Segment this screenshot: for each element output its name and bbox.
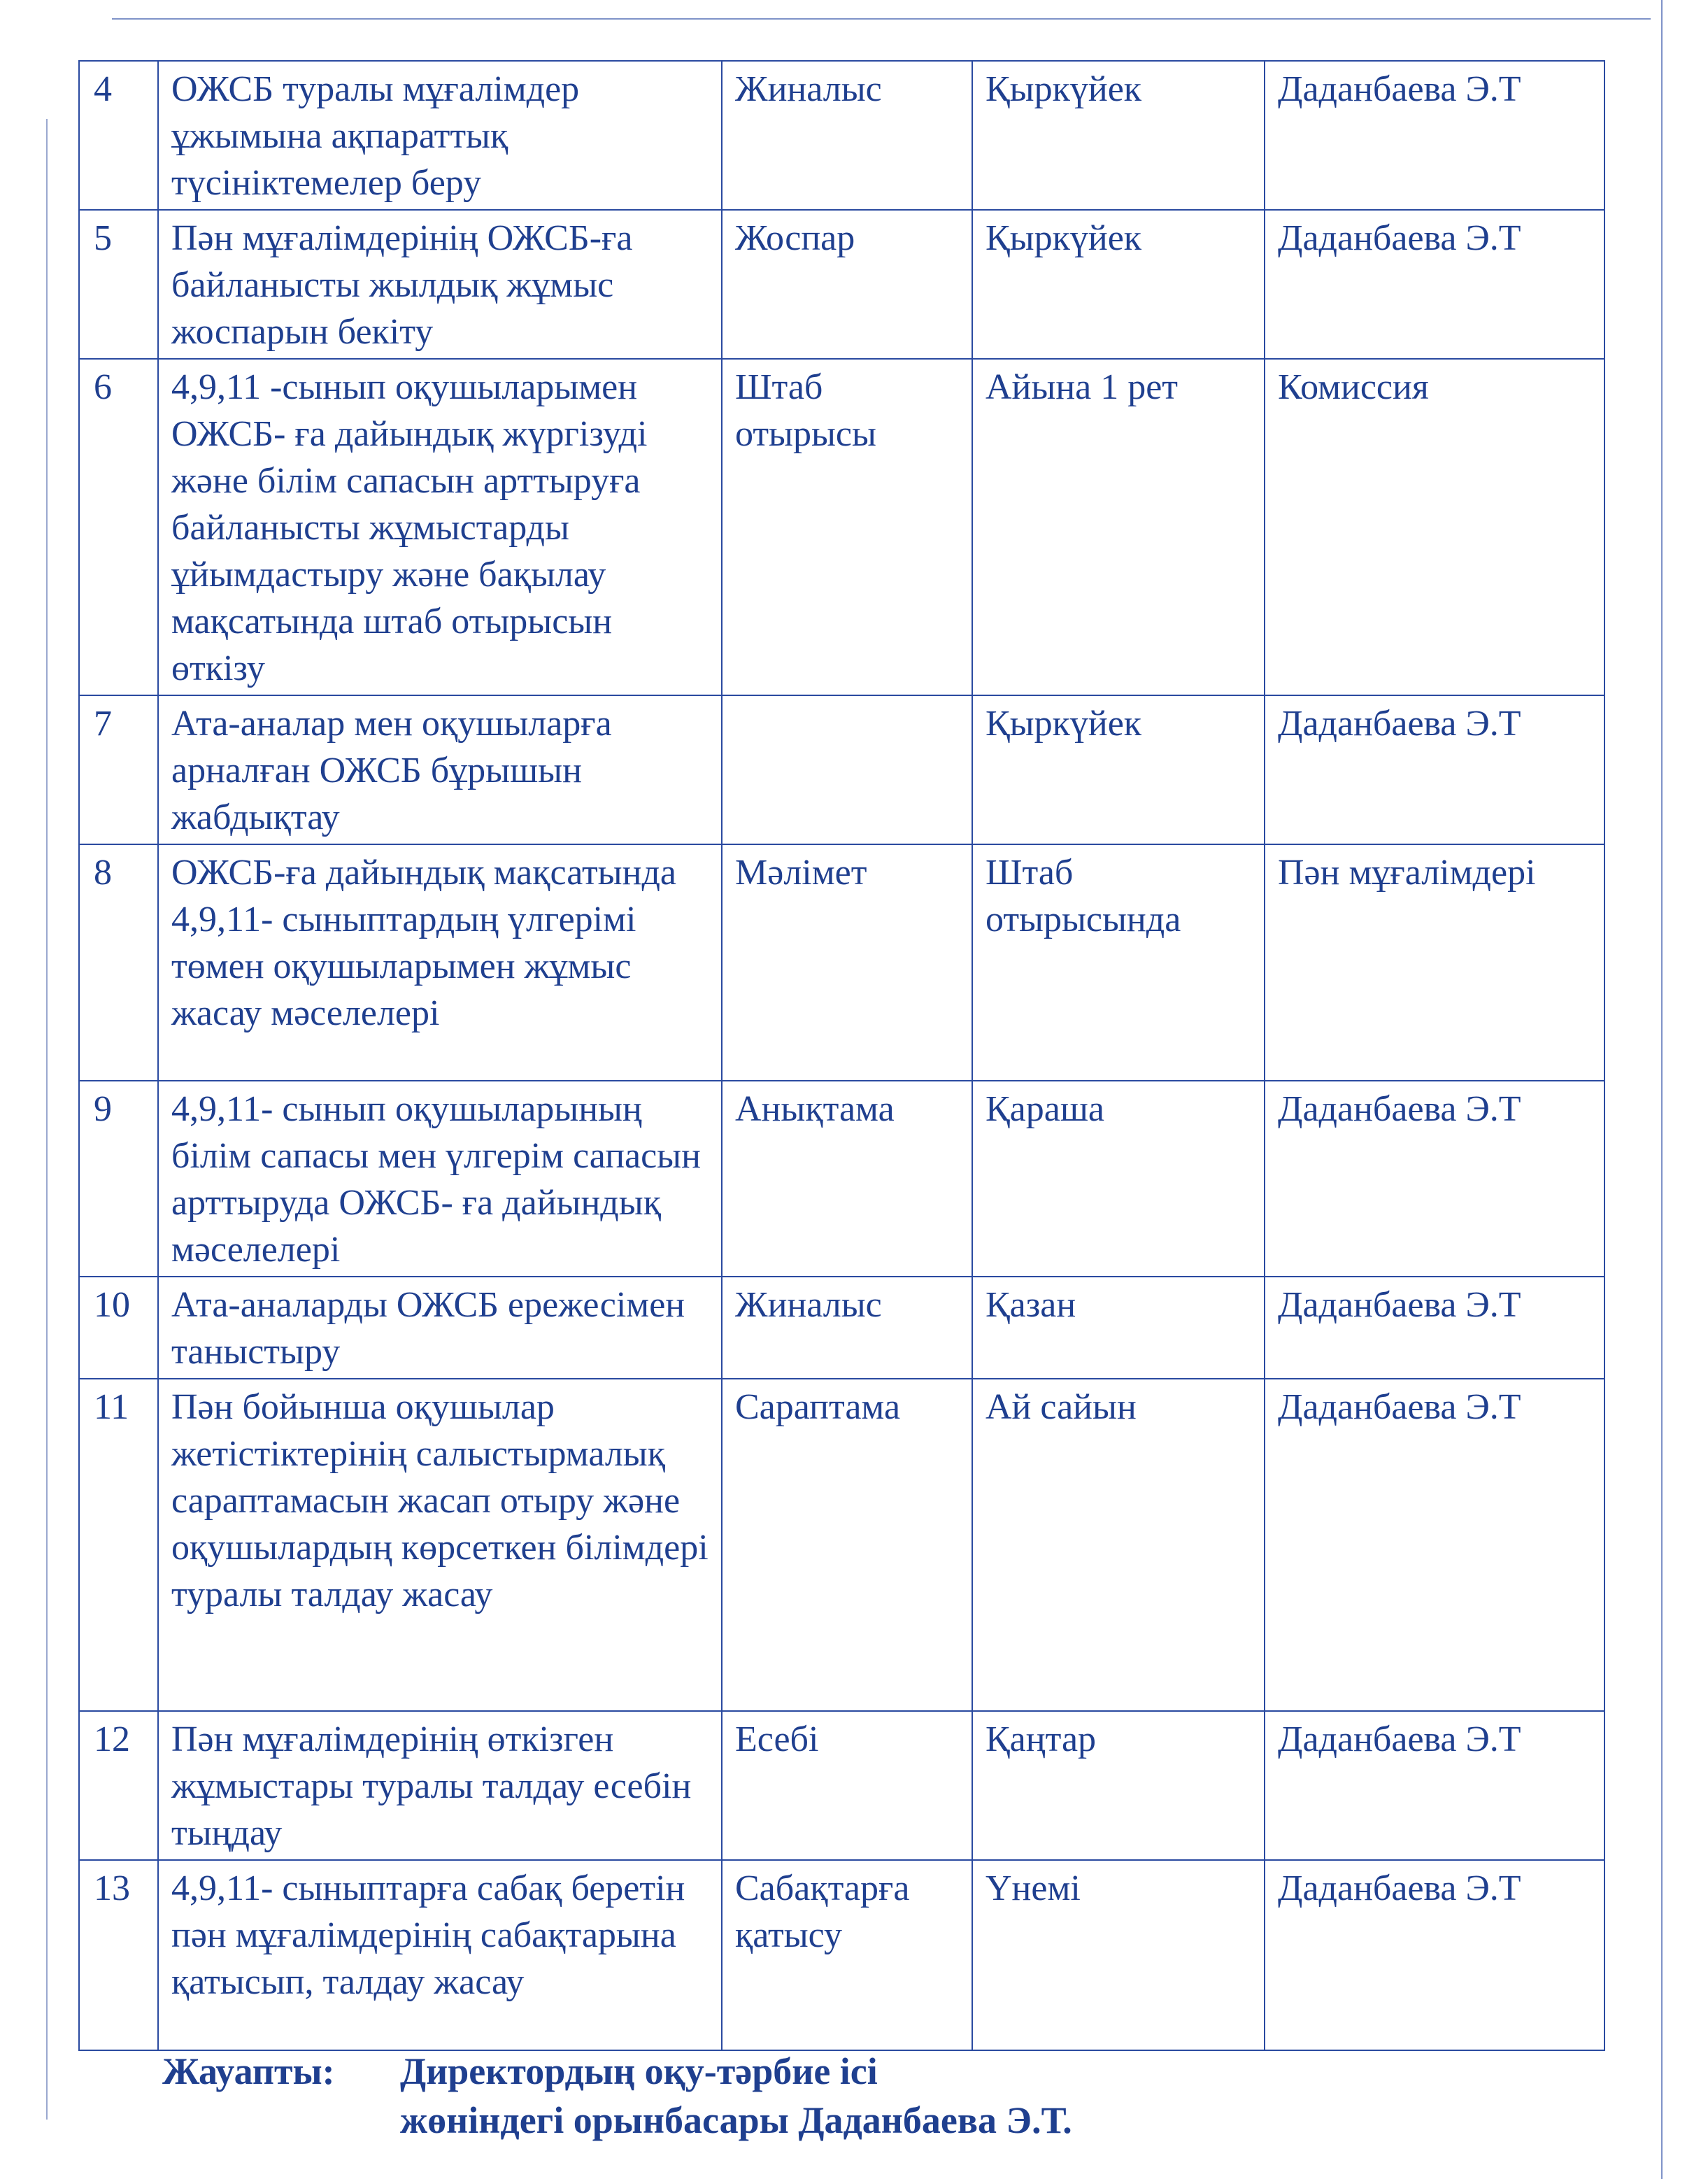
time-cell: Қараша	[972, 1081, 1265, 1277]
time-cell: Штаб отырысында	[972, 844, 1265, 1081]
row-number: 9	[79, 1081, 158, 1277]
time-cell: Қыркүйек	[972, 210, 1265, 359]
row-number: 12	[79, 1711, 158, 1860]
form-cell	[722, 695, 972, 844]
table-row	[79, 844, 1604, 1081]
row-number: 4	[79, 61, 158, 210]
page-border-top	[112, 18, 1651, 20]
page-border-right	[1661, 0, 1663, 2179]
plan-table	[78, 60, 1605, 2051]
activity-cell: Ата-аналар мен оқушыларға арналған ОЖСБ бұрышын жабдықтау	[158, 695, 722, 844]
signatory-position-line1: Директордың оқу-тәрбие ісі	[400, 2050, 878, 2092]
time-cell: Айына 1 рет	[972, 359, 1265, 695]
form-cell: Штаб отырысы	[722, 359, 972, 695]
responsible-cell: Комиссия	[1265, 359, 1604, 695]
row-number: 7	[79, 695, 158, 844]
responsible-label: Жауапты:	[162, 2050, 335, 2092]
form-cell: Жиналыс	[722, 61, 972, 210]
table-row	[79, 1379, 1604, 1711]
responsible-cell: Даданбаева Э.Т	[1265, 1711, 1604, 1860]
table-row	[79, 210, 1604, 359]
table-row	[79, 359, 1604, 695]
activity-cell: Пән мұғалімдерінің өткізген жұмыстары туралы талдау есебін тыңдау	[158, 1711, 722, 1860]
table-row	[79, 1081, 1604, 1277]
responsible-cell: Даданбаева Э.Т	[1265, 1277, 1604, 1379]
responsible-cell: Даданбаева Э.Т	[1265, 210, 1604, 359]
table-row	[79, 695, 1604, 844]
row-number: 8	[79, 844, 158, 1081]
row-number: 13	[79, 1860, 158, 2050]
activity-cell: 4,9,11- сыныптарға сабақ беретін пән мұғалімдерінің сабақтарына қатысып, талдау жасау	[158, 1860, 722, 2050]
form-cell: Жоспар	[722, 210, 972, 359]
responsible-cell: Даданбаева Э.Т	[1265, 61, 1604, 210]
time-cell: Қыркүйек	[972, 61, 1265, 210]
form-cell: Жиналыс	[722, 1277, 972, 1379]
plan-table-body	[79, 61, 1604, 2050]
table-row	[79, 1277, 1604, 1379]
form-cell: Анықтама	[722, 1081, 972, 1277]
activity-cell: ОЖСБ туралы мұғалімдер ұжымына ақпараттық түсініктемелер беру	[158, 61, 722, 210]
activity-cell: Ата-аналарды ОЖСБ ережесімен таныстыру	[158, 1277, 722, 1379]
row-number: 10	[79, 1277, 158, 1379]
row-number: 11	[79, 1379, 158, 1711]
table-row	[79, 1860, 1604, 2050]
time-cell: Үнемі	[972, 1860, 1265, 2050]
page-border-left	[46, 119, 48, 2120]
time-cell: Қазан	[972, 1277, 1265, 1379]
time-cell: Қыркүйек	[972, 695, 1265, 844]
row-number: 6	[79, 359, 158, 695]
activity-cell: 4,9,11- сынып оқушыларының білім сапасы мен үлгерім сапасын арттыруда ОЖСБ- ға дайындық мәселелері	[158, 1081, 722, 1277]
time-cell: Ай сайын	[972, 1379, 1265, 1711]
responsible-cell: Даданбаева Э.Т	[1265, 695, 1604, 844]
table-row	[79, 1711, 1604, 1860]
responsible-cell: Даданбаева Э.Т	[1265, 1081, 1604, 1277]
form-cell: Сараптама	[722, 1379, 972, 1711]
table-row	[79, 61, 1604, 210]
activity-cell: Пән мұғалімдерінің ОЖСБ-ға байланысты жылдық жұмыс жоспарын бекіту	[158, 210, 722, 359]
responsible-cell: Пән мұғалімдері	[1265, 844, 1604, 1081]
form-cell: Сабақтарға қатысу	[722, 1860, 972, 2050]
responsible-cell: Даданбаева Э.Т	[1265, 1379, 1604, 1711]
activity-cell: 4,9,11 -сынып оқушыларымен ОЖСБ- ға дайындық жүргізуді және білім сапасын арттыруға байланысты жұмыстарды ұйымдастыру және бақылау мақсатында штаб отырысын өткізу	[158, 359, 722, 695]
signatory-position-line2: жөніндегі орынбасары Даданбаева Э.Т.	[400, 2099, 1072, 2141]
form-cell: Есебі	[722, 1711, 972, 1860]
responsible-cell: Даданбаева Э.Т	[1265, 1860, 1604, 2050]
form-cell: Мәлімет	[722, 844, 972, 1081]
activity-cell: ОЖСБ-ға дайындық мақсатында 4,9,11- сыныптардың үлгерімі төмен оқушыларымен жұмыс жасау мәселелері	[158, 844, 722, 1081]
activity-cell: Пән бойынша оқушылар жетістіктерінің салыстырмалық сараптамасын жасап отыру және оқушылардың көрсеткен білімдері туралы талдау жасау	[158, 1379, 722, 1711]
row-number: 5	[79, 210, 158, 359]
time-cell: Қаңтар	[972, 1711, 1265, 1860]
